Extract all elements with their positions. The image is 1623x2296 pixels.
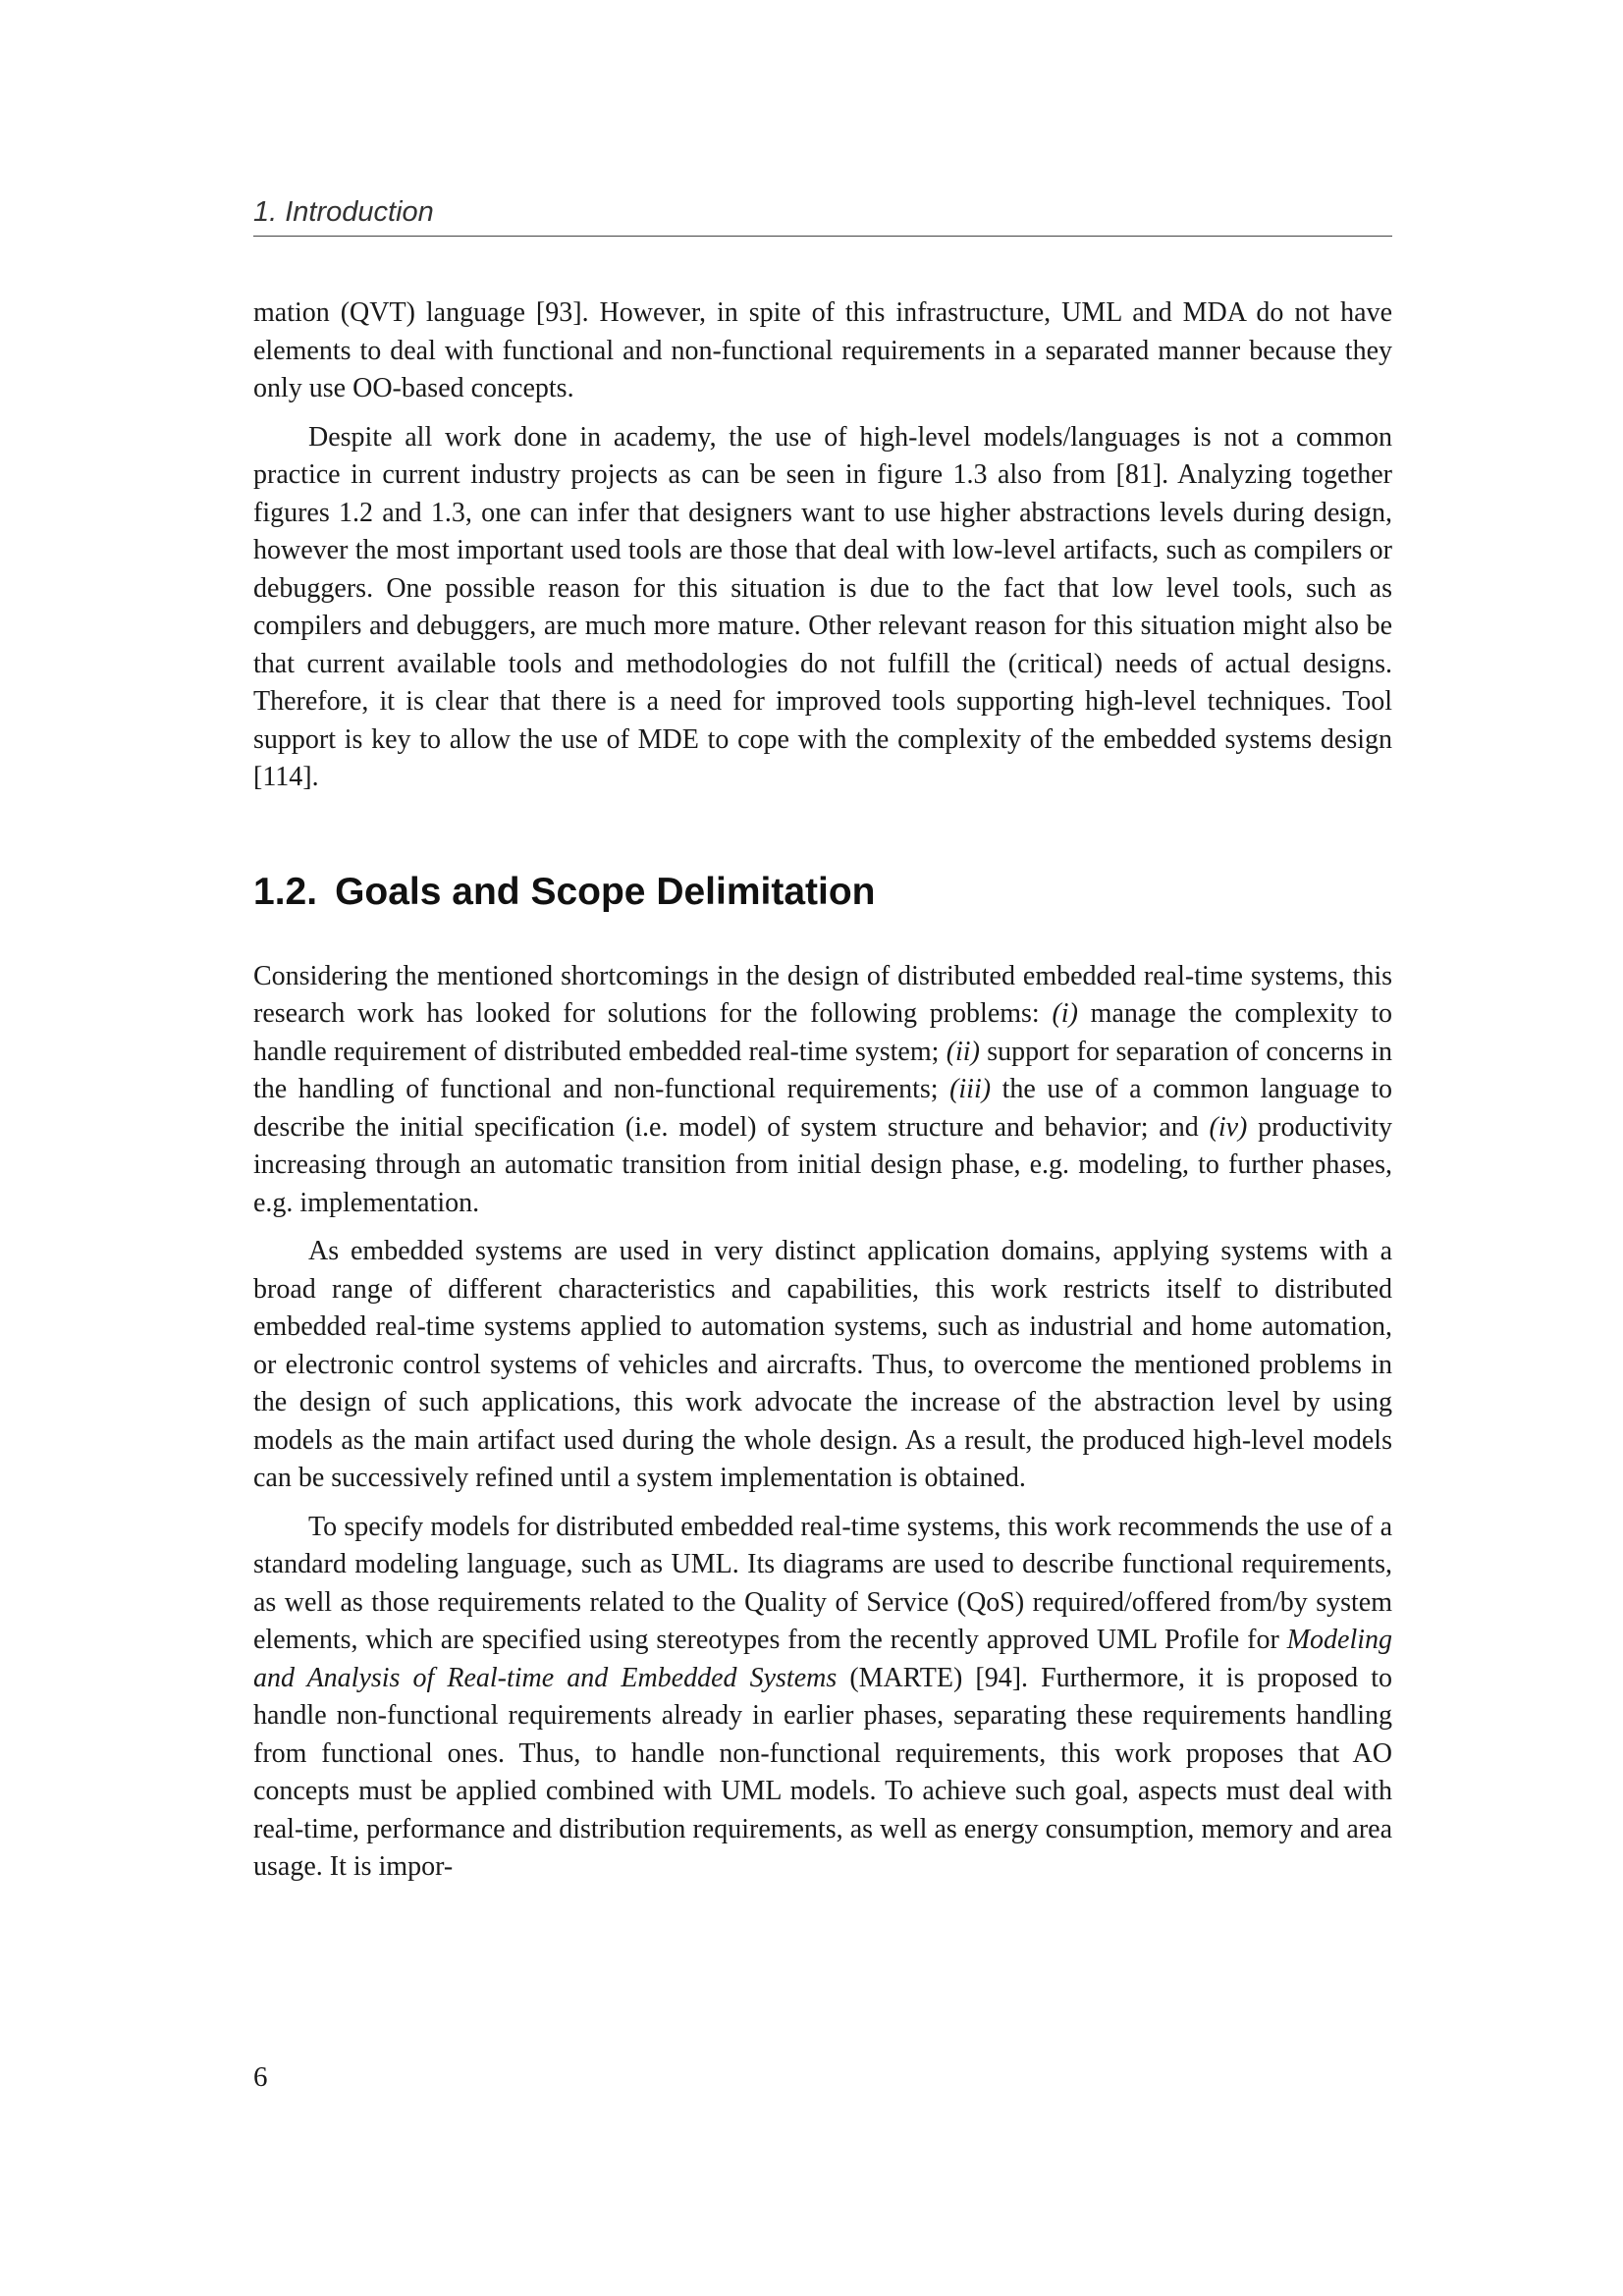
paragraph-continuation: mation (QVT) language [93]. However, in spite of this infrastructure, UML and MDA do not have elements to deal with functional and non-functional requirements in a separated manner because they only use OO-based concepts. — [253, 297, 1392, 403]
section-title: Goals and Scope Delimitation — [335, 870, 876, 913]
paragraph-approach: To specify models for distributed embedded real-time systems, this work recommends the use of a standard modeling language, such as UML. Its diagrams are used to describe functional requirements, as well as those requirements related to the Quality of Service (QoS) required/offered from/by system elements, which are specified using stereotypes from the recently approved UML Profile for Modeling and Analysis of Real-time and Embedded Systems (MARTE) [94]. Furthermore, it is proposed to handle non-functional requirements already in earlier phases, separating these requirements handling from functional ones. Thus, to handle non-functional requirements, this work proposes that AO concepts must be applied combined with UML models. To achieve such goal, aspects must deal with real-time, performance and distribution requirements, as well as energy consumption, memory and area usage. It is impor- — [253, 1511, 1392, 1882]
body-text — [253, 294, 1392, 1897]
header-rule — [253, 236, 1392, 237]
section-number: 1.2. — [253, 870, 318, 913]
paragraph-problems: Considering the mentioned shortcomings in the design of distributed embedded real-time systems, this research work has looked for solutions for the following problems: (i) manage the complexity to handle requirement of distributed embedded real-time system; (ii) support for separation of concerns in the handling of functional and non-functional requirements; (iii) the use of a common language to describe the initial specification (i.e. model) of system structure and behavior; and (iv) productivity increasing through an automatic transition from initial design phase, e.g. modeling, to further phases, e.g. implementation. — [253, 960, 1392, 1218]
paragraph-scope: As embedded systems are used in very distinct application domains, applying systems with a broad range of different characteristics and capabilities, this work restricts itself to distributed embedded real-time systems applied to automation systems, such as industrial and home automation, or electronic control systems of vehicles and aircrafts. Thus, to overcome the mentioned problems in the design of such applications, this work advocate the increase of the abstraction level by using models as the main artifact used during the whole design. As a result, the produced high-level models can be successively refined until a system implementation is obtained. — [253, 1236, 1392, 1493]
page-number: 6 — [253, 2061, 268, 2093]
running-head: 1. Introduction — [253, 196, 434, 228]
paragraph-industry-practice: Despite all work done in academy, the use of high-level models/languages is not a common practice in current industry projects as can be seen in figure 1.3 also from [81]. Analyzing together figures 1.2 and 1.3, one can infer that designers want to use higher abstractions levels during design, however the most important used tools are those that deal with low-level artifacts, such as compilers or debuggers. One possible reason for this situation is due to the fact that low level tools, such as compilers and debuggers, are much more mature. Other relevant reason for this situation might also be that current available tools and methodologies do not fulfill the (critical) needs of actual designs. Therefore, it is clear that there is a need for improved tools supporting high-level techniques. Tool support is key to allow the use of MDE to cope with the complexity of the embedded systems design [114]. — [253, 421, 1392, 792]
section-heading — [253, 869, 1392, 916]
